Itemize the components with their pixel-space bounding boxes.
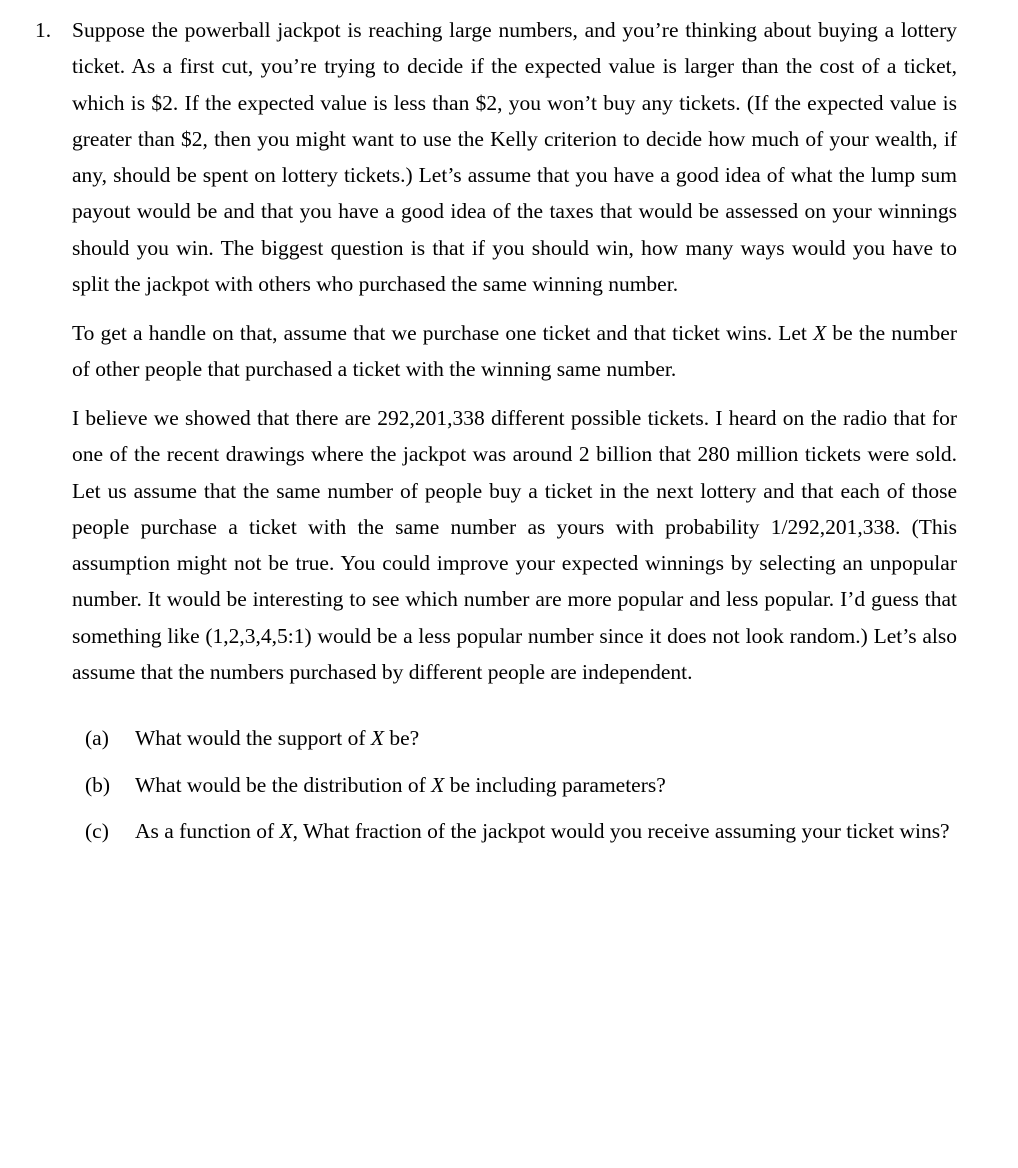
- problem-body: [72, 12, 957, 859]
- subquestion-a-label: (a): [85, 726, 109, 751]
- problem-number: 1.: [35, 18, 52, 42]
- subquestion-c-text: As a function of X, What fraction of the jackpot would you receive assuming your ticket wins?: [135, 818, 950, 843]
- subquestion-b-label: (b): [85, 772, 111, 797]
- subquestion-b-text: What would be the distribution of X be including parameters?: [135, 772, 666, 797]
- math-variable: X: [813, 320, 827, 345]
- paragraph-definition: To get a handle on that, assume that we purchase one ticket and that ticket wins. Let X be the number of other people that purchased a ticket with the winning same number.: [72, 320, 957, 382]
- paragraph-assumptions: I believe we showed that there are 292,201,338 different possible tickets. I heard on the radio that for one of the recent drawings where the jackpot was around 2 billion that 280 million tickets were sold. Let us assume that the same number of people buy a ticket in the next lottery and that each of those people purchase a ticket with the same number as yours with probability 1/292,201,338. (This assumption might not be true. You could improve your expected winnings by selecting an unpopular number. It would be interesting to see which number are more popular and less popular. I’d guess that something like (1,2,3,4,5:1) would be a less popular number since it does not look random.) Let’s also assume that the numbers purchased by different people are independent.: [72, 405, 957, 685]
- subquestion-c: [85, 813, 957, 849]
- subquestion-a: [85, 720, 957, 756]
- subquestion-a-text: What would the support of X be?: [135, 726, 420, 751]
- subquestion-c-label: (c): [85, 818, 109, 843]
- paragraph-intro: Suppose the powerball jackpot is reaching large numbers, and you’re thinking about buying a lottery ticket. As a first cut, you’re trying to decide if the expected value is larger than the cost of a ticket, which is $2. If the expected value is less than $2, you won’t buy any tickets. (If the expected value is greater than $2, then you might want to use the Kelly criterion to decide how much of your wealth, if any, should be spent on lottery tickets.) Let’s assume that you have a good idea of what the lump sum payout would be and that you have a good idea of the taxes that would be assessed on your winnings should you win. The biggest question is that if you should win, how many ways would you have to split the jackpot with others who purchased the same winning number.: [72, 18, 957, 297]
- subquestion-b: [85, 767, 957, 803]
- math-variable: X: [431, 772, 445, 797]
- problem-1: [35, 12, 957, 859]
- math-variable: X: [279, 818, 293, 843]
- subquestion-list: [72, 720, 957, 849]
- math-variable: X: [370, 726, 385, 751]
